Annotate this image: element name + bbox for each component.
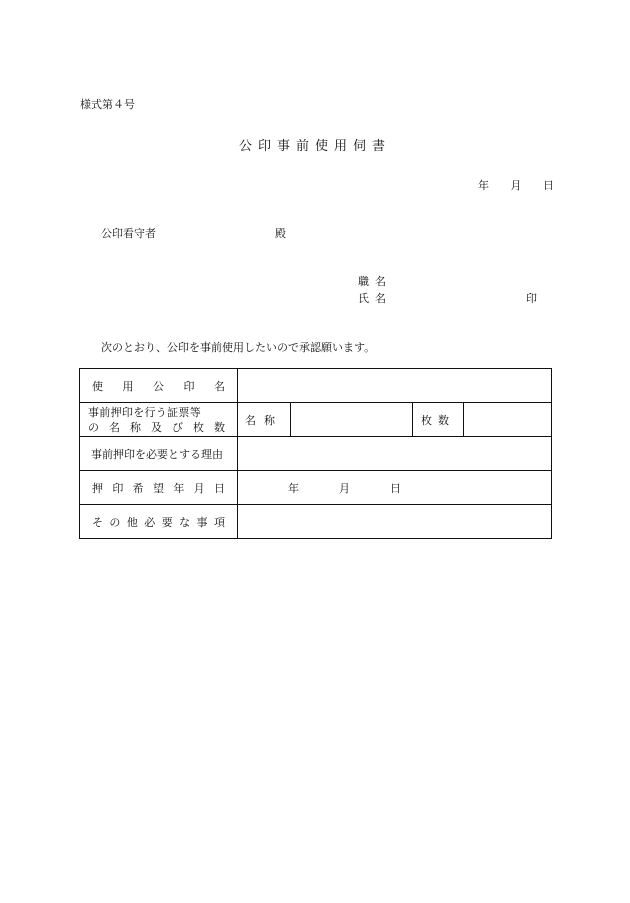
table-row: [80, 505, 552, 539]
position-label: 職名: [358, 275, 392, 288]
desired-date-label: 押 印 希 望 年 月 日: [80, 471, 238, 505]
certificate-count-field[interactable]: [464, 403, 551, 436]
certificate-label-line1: 事前押印を行う証票等: [88, 405, 201, 419]
seal-name-label: 使 用 公 印 名: [80, 369, 238, 403]
certificate-cell: [238, 403, 552, 437]
certificate-name-field[interactable]: [291, 403, 413, 436]
reason-label: 事前押印を必要とする理由: [80, 437, 238, 471]
table-row: [80, 403, 552, 437]
addressee-honorific: 殿: [275, 227, 286, 240]
certificate-name-label: 名称: [238, 403, 291, 436]
name-label: 氏名: [358, 292, 392, 305]
table-row: [80, 369, 552, 403]
month-unit: 月: [339, 481, 350, 495]
application-table: [79, 368, 552, 539]
certificate-label: [80, 403, 238, 437]
reason-field[interactable]: [238, 437, 552, 471]
table-row: [80, 471, 552, 505]
day-unit: 日: [390, 481, 401, 495]
form-number: 様式第４号: [80, 98, 135, 111]
seal-name-field[interactable]: [238, 369, 552, 403]
body-text: 次のとおり、公印を事前使用したいので承認願います。: [101, 341, 376, 354]
other-matters-label: そ の 他 必 要 な 事 項: [80, 505, 238, 539]
table-row: [80, 437, 552, 471]
certificate-count-label: 枚数: [413, 403, 464, 436]
document-title: 公印事前使用伺書: [238, 139, 391, 154]
other-matters-field[interactable]: [238, 505, 552, 539]
desired-date-field[interactable]: [238, 471, 552, 505]
addressee: 公印看守者: [101, 227, 156, 240]
year-unit: 年: [288, 481, 299, 495]
submission-date: 年 月 日: [478, 179, 554, 192]
certificate-label-line2: の 名 称 及 び 枚 数: [88, 420, 225, 434]
seal-mark: 印: [526, 292, 537, 305]
